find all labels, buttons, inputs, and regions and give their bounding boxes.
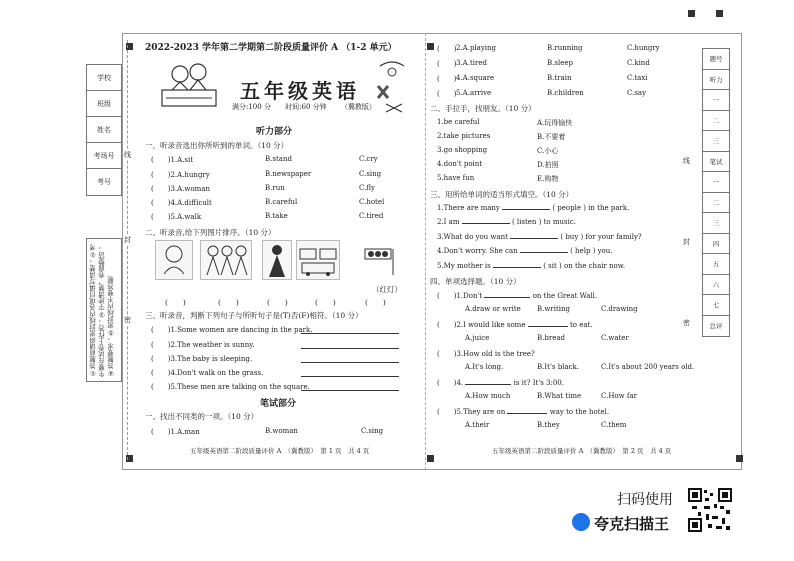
class-field[interactable]: 班级: [87, 91, 121, 117]
corner-mark: [427, 43, 434, 50]
picture-dancing-women: [200, 240, 252, 280]
listening-heading: 听力部分: [256, 127, 293, 137]
score-cell[interactable]: 二: [703, 193, 729, 214]
seal-line: [127, 40, 128, 460]
answer-bracket[interactable]: ( ): [165, 298, 186, 307]
traffic-light-caption: （红灯）: [372, 285, 402, 294]
exam-time: 时间:60 分钟: [285, 103, 327, 111]
mc-stem: ( )5.They are on way to the hotel.: [437, 408, 610, 416]
qr-code-icon[interactable]: [688, 488, 732, 532]
corner-mark: [716, 10, 723, 17]
quark-logo-icon: [572, 513, 590, 531]
exam-room-field[interactable]: 考场号: [87, 143, 121, 169]
score-cell[interactable]: 三: [703, 213, 729, 234]
score-cell[interactable]: 六: [703, 275, 729, 296]
score-header: 题号: [703, 49, 729, 70]
score-cell[interactable]: 七: [703, 295, 729, 316]
page-footer: 五年级英语第二阶段质量评价 A （冀教版） 第 2 页 共 4 页: [492, 447, 672, 455]
writing-q3-title: 三、用所给单词的适当形式填空。（10 分）: [430, 190, 574, 199]
answer-bracket[interactable]: ( ): [267, 298, 288, 307]
listening-q3-row: ( )4.Don't walk on the grass.: [151, 368, 411, 378]
seal-mark: 密: [124, 316, 131, 324]
score-cell[interactable]: 听力: [703, 70, 729, 91]
fill-blank-row: 5.My mother is ( sit ) on the chair now.: [437, 262, 626, 270]
exam-number-field[interactable]: 考号: [97, 178, 111, 186]
fill-blank-row: 3.What do you want ( buy ) for your family?: [437, 233, 642, 241]
seal-mark: 线: [124, 151, 131, 159]
page-divider: [425, 33, 426, 470]
listening-q2-title: 二、听录音,给下列图片排序。（10 分）: [145, 228, 276, 237]
mc-stem: ( )4. is it? It's 3:00.: [437, 379, 564, 387]
total-score-cell[interactable]: 总评: [709, 322, 723, 331]
score-cell[interactable]: 一: [703, 172, 729, 193]
listening-q3-row: ( )5.These men are talking on the square.: [151, 382, 411, 392]
score-cell[interactable]: 五: [703, 254, 729, 275]
seal-mark: 线: [683, 157, 690, 165]
answer-bracket[interactable]: ( ): [365, 298, 386, 307]
score-cell[interactable]: 二: [703, 111, 729, 132]
writing-q4-title: 四、单项选择题。（10 分）: [430, 277, 521, 286]
mc-stem: ( )2.I would like some to eat.: [437, 321, 593, 329]
fill-blank-row: 1.There are many ( people ) in the park.: [437, 204, 630, 212]
answer-bracket[interactable]: ( ): [218, 298, 239, 307]
listening-q3-title: 三、听录音，判断下列句子与所听句子是(T)否(F)相符。（10 分）: [145, 311, 363, 320]
score-cell[interactable]: 四: [703, 234, 729, 255]
listening-q3-row: ( )2.The weather is sunny.: [151, 340, 411, 350]
writing-q2-title: 二、手拉手，找朋友。（10 分）: [430, 104, 536, 113]
exam-header: 2022-2023 学年第二学期第二阶段质量评价 A （1-2 单元）: [145, 43, 397, 53]
score-cell[interactable]: 笔试: [703, 152, 729, 173]
page-footer: 五年级英语第二阶段质量评价 A （冀教版） 第 1 页 共 4 页: [190, 447, 370, 455]
score-table: [702, 48, 730, 337]
picture-vehicles: [296, 240, 340, 280]
mc-stem: ( )1.Don't on the Great Wall.: [437, 292, 598, 300]
writing-heading: 笔试部分: [260, 399, 297, 409]
listening-q3-row: ( )1.Some women are dancing in the park.: [151, 325, 411, 335]
fill-blank-row: 2.I am ( listen ) to music.: [437, 218, 576, 226]
exam-rules: ①答题前请将密封线内各项目填写清楚；②考生要在试卷上作答；③字迹清楚，卷面整洁；④答题要求；⑤密封线内不要答题: [86, 238, 122, 382]
fill-blank-row: 4.Don't worry. She can ( help ) you.: [437, 247, 613, 255]
corner-mark: [688, 10, 695, 17]
score-cell[interactable]: 三: [703, 131, 729, 152]
decoration-icon: [372, 58, 412, 118]
exam-meta: [232, 102, 388, 112]
edition: （冀教版）: [340, 103, 376, 111]
full-score: 满分:100 分: [232, 103, 271, 111]
seal-mark: 封: [683, 238, 690, 246]
picture-man: [262, 240, 292, 280]
score-cell[interactable]: 一: [703, 90, 729, 111]
kids-reading-illustration: [160, 60, 218, 110]
writing-q1-title: 一、找出不同类的一项。（10 分）: [145, 412, 259, 421]
name-field[interactable]: 姓名: [87, 117, 121, 143]
seal-mark: 封: [124, 236, 131, 244]
listening-q3-row: ( )3.The baby is sleeping.: [151, 354, 411, 364]
seal-mark: 密: [683, 319, 690, 327]
scan-to-use-label: 扫码使用: [617, 492, 673, 508]
picture-traffic-light: [362, 240, 398, 276]
picture-baby: [155, 240, 193, 280]
page-title: 五年级英语: [240, 79, 360, 103]
mc-stem: ( )3.How old is the tree?: [437, 350, 535, 358]
listening-q1-title: 一、听录音选出你所听到的单词。（10 分）: [145, 141, 289, 150]
school-field[interactable]: 学校: [87, 65, 121, 91]
brand-name: 夸克扫描王: [594, 515, 670, 533]
corner-mark: [736, 455, 743, 462]
answer-bracket[interactable]: ( ): [315, 298, 336, 307]
student-info-table: [86, 64, 122, 196]
corner-mark: [427, 455, 434, 462]
